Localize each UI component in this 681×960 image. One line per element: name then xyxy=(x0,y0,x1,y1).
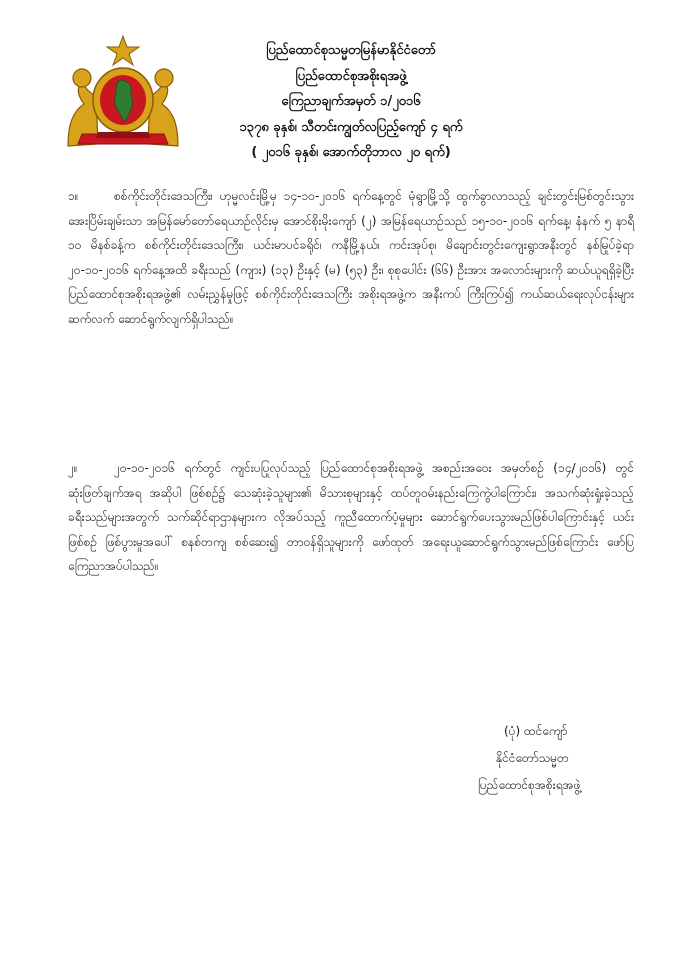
paragraph-1-number: ၁။ xyxy=(68,189,79,203)
announcement-header xyxy=(190,38,512,166)
signatory-organization: ပြည်ထောင်စုအစိုးရအဖွဲ့ xyxy=(478,778,581,792)
signatory-title: နိုင်ငံတော်သမ္မတ xyxy=(496,751,569,765)
signatory-name: (ပုံ) ထင်ကျော် xyxy=(504,724,568,738)
paragraph-2-text: ၂၀-၁၀-၂၀၁၆ ရက်တွင် ကျင်းပပြုလုပ်သည့် ပြည်ထောင်စုအစိုးရအဖွဲ့ အစည်းအဝေး အမှတ်စဉ် (၁၄/၂၀၁၆) တွင် ဆုံးဖြတ်ချက်အရ အဆိုပါ ဖြစ်စဉ်၌ သေဆုံးခဲ့သူများ၏ မိသားစုများနှင့် ထပ်တူဝမ်းနည်းကြေကွဲပါကြောင်း၊ အသက်ဆုံးရှုံးခဲ့သည့် ခရီးသည်များအတွက် သက်ဆိုင်ရာဌာနများက လိုအပ်သည့် ကူညီထောက်ပံ့မှုများ ဆောင်ရွက်ပေးသွားမည်ဖြစ်ပါကြောင်းနှင့် ယင်းဖြစ်စဉ် ဖြစ်ပွားမှုအပေါ် စနစ်တကျ စစ်ဆေး၍ တာဝန်ရှိသူများကို ဖော်ထုတ် အရေးယူဆောင်ရွက်သွားမည်ဖြစ်ကြောင်း ဖော်ပြကြေညာအပ်ပါသည်။ xyxy=(68,461,634,573)
paragraph-1-text: စစ်ကိုင်းတိုင်းဒေသကြီး၊ ဟုမ္မလင်းမြို့မှ ၁၄-၁၀-၂၀၁၆ ရက်နေ့တွင် မုံရွာမြို့သို့ ထွက်ခွာလာသည့် ချင်းတွင်းမြစ်တွင်းသွား အေးပြိမ်းချမ်းသာ အမြန်မော်တော်ရေယာဉ်လိုင်းမှ အောင်စိုးမိုးကျော် (၂) အမြန်ရေယာဉ်သည် ၁၅-၁၀-၂၀၁၆ ရက်နေ့၊ နံနက် ၅ နာရီ ၁၀ မိနစ်ခန့်က စစ်ကိုင်းတိုင်းဒေသကြီး၊ ယင်းမာပင်ခရိုင်၊ ကနီမြို့နယ်၊ ကင်းအုပ်စု၊ မိချောင်းတွင်းကျေးရွာအနီးတွင် နစ်မြုပ်ခဲ့ရာ ၂၀-၁၀-၂၀၁၆ ရက်နေ့အထိ ခရီးသည် (ကျား) (၁၃) ဦးနှင့် (မ) (၅၃) ဦး၊ စုစုပေါင်း (၆၆) ဦးအား အလောင်းများကို ဆယ်ယူရရှိခဲ့ပြီး ပြည်ထောင်စုအစိုးရအဖွဲ့၏ လမ်းညွှန်မှုဖြင့် စစ်ကိုင်းတိုင်းဒေသကြီး အစိုးရအဖွဲ့က အနီးကပ် ကြီးကြပ်၍ ကယ်ဆယ်ရေးလုပ်ငန်းများ ဆက်လက် ဆောင်ရွက်လျက်ရှိပါသည်။ xyxy=(68,189,634,326)
header-announcement-number: ကြေညာချက်အမှတ် ၁/၂၀၁၆ xyxy=(281,94,421,109)
signature-block xyxy=(478,718,638,799)
paragraph-2 xyxy=(68,456,634,579)
header-government-name: ပြည်ထောင်စုအစိုးရအဖွဲ့ xyxy=(295,68,407,84)
paragraph-2-number: ၂။ xyxy=(68,461,78,475)
state-seal-of-myanmar-icon xyxy=(62,34,184,152)
paragraph-1 xyxy=(68,184,634,331)
header-state-name: ပြည်ထောင်စုသမ္မတမြန်မာနိုင်ငံတော် xyxy=(266,43,436,58)
header-myanmar-date: ၁၃၇၈ ခုနှစ်၊ သီတင်းကျွတ်လပြည့်ကျော် ၄ ရက် xyxy=(239,119,463,135)
header-gregorian-date: ( ၂၀၁၆ ခုနှစ်၊ အောက်တိုဘာလ ၂၀ ရက်) xyxy=(251,145,451,160)
